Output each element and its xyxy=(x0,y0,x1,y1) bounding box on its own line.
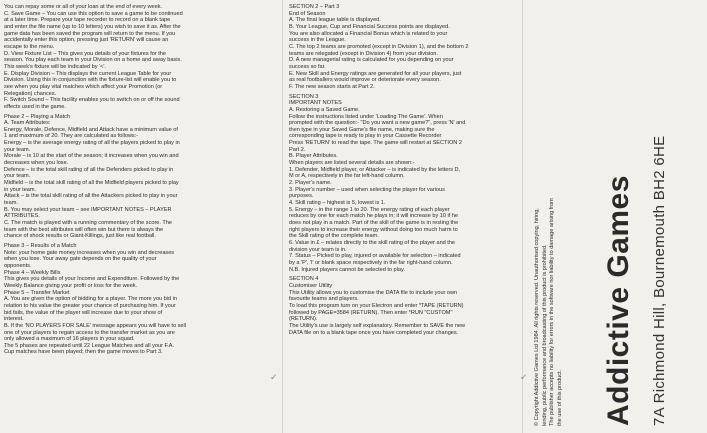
text-line: in your team. xyxy=(4,186,37,193)
text-line: success so far. xyxy=(289,63,326,70)
text-line: success in the League. xyxy=(289,37,346,44)
text-line: Midfield – is the total skill rating of all the Midfield players picked to play xyxy=(4,180,179,187)
text-line: Weekly Balance giving your profit or loss for the week. xyxy=(4,282,138,289)
text-line: You are also allocated a Financial Bonus which is related to your xyxy=(289,30,448,37)
brand-name: Addictive Games xyxy=(602,175,635,426)
text-line: and enter the file name (up to 10 letters) you wish to save it as. After the xyxy=(4,23,181,30)
text-line: relation to his value the greater your chance of purchasing him. If your xyxy=(4,302,176,309)
copyright-line: The publisher accepts no liability for errors in the software nor liability to damage arising from xyxy=(549,198,555,426)
text-line: IMPORTANT NOTES xyxy=(289,100,342,107)
text-line: Division. Using this in conjunction with the fixture-list will enable you to xyxy=(4,77,177,84)
text-line: followed by PAGE=3584 (RETURN). Then enter *RUN "CUSTOM" xyxy=(289,309,453,316)
text-line: Customiser Utility xyxy=(289,282,333,289)
text-line: Phase 3 – Results of a Match xyxy=(4,242,77,249)
text-line: Phase 2 – Playing a Match xyxy=(4,113,71,120)
text-line: M or A, respectively in the far left-hand column. xyxy=(289,173,405,180)
text-line: A. The final league table is displayed. xyxy=(289,17,381,24)
publisher-address: 7A Richmond Hill, Bournemouth BH2 6HE xyxy=(651,135,668,426)
text-line: 2. Player's name. xyxy=(289,180,332,187)
text-line: The Utility's use is largely self explanatory. Remember to SAVE the new xyxy=(289,322,466,329)
text-line: at a later time. Prepare your tape recorder to record on a blank tape xyxy=(4,17,171,24)
text-line: prompted with the question:- "Do you want a new game?", press 'N' and xyxy=(289,120,466,127)
text-line: Morale – is 10 at the start of the season; it increases when you win and xyxy=(4,153,179,160)
text-line: Energy, Morale, Defence, Midfield and Attack have a minimum value of xyxy=(4,126,178,133)
copyright-line: lending, public performance and broadcasting of this product is prohibited. xyxy=(541,244,548,426)
text-line: reduces by one for each match he plays in; it will increase by 10 if he xyxy=(289,213,458,220)
text-line: then type in your Saved Game's file name, making sure the xyxy=(289,126,435,133)
text-line: Follow the instructions listed under 'Loading The Game'. When xyxy=(289,113,443,120)
text-line: SECTION 4 xyxy=(289,276,319,283)
text-line: Cup matches have been played; then the game moves to Part 3. xyxy=(4,349,163,356)
text-line: When players are listed several details are shown:- xyxy=(289,160,415,167)
text-line: This Utility allows you to customise the DATA file to include your own xyxy=(289,289,458,296)
text-line: when you lose. Your away gate depends on the quality of your xyxy=(4,256,157,263)
text-line: bid fails, the value of the player will increase due to your show of xyxy=(4,309,163,316)
text-line: as real footballers would improve or deteriorate every season. xyxy=(289,77,441,84)
text-line: accidentally enter this option, pressing just 'RETURN' will cause an xyxy=(4,37,169,44)
text-line: B. You may select your team – see IMPORTANT NOTES – PLAYER xyxy=(4,206,172,213)
text-line: 1. Defender, Midfield player, or Attacker – is indicated by the letters D, xyxy=(289,166,461,173)
text-line: Press 'RETURN' to read the tape. The game will restart at SECTION 2 xyxy=(289,140,462,147)
text-line: Relegation) chances. xyxy=(4,90,57,97)
text-line: This week's fixture will be indicated by '<'. xyxy=(4,63,106,70)
text-line: ATTRIBUTES. xyxy=(4,213,40,220)
text-line: SECTION 3 xyxy=(289,93,319,100)
text-line: To load this program turn on your Electron and enter *TAPE (RETURN) xyxy=(289,302,464,309)
text-line: 6. Value in £ – relates directly to the skill rating of the player and the xyxy=(289,239,456,246)
text-line: does not play in a match. Part of the skill of the game is in resting the xyxy=(289,220,459,226)
text-line: (RETURN). xyxy=(289,316,318,323)
text-line: Energy – is the average energy rating of all the players picked to play in xyxy=(4,140,180,147)
text-line: DATA file on to a blank tape once you have completed your changes. xyxy=(289,329,459,336)
text-line: effects used in the game. xyxy=(4,103,66,110)
check-mark-icon: ✓ xyxy=(520,372,528,382)
left-column xyxy=(4,4,276,429)
text-line: D. View Fixture List – This gives you details of your fixtures for the xyxy=(4,50,166,57)
copyright-line: the use of this product. xyxy=(556,369,563,426)
text-line: team. xyxy=(4,200,18,207)
text-line: 3. Player's number – used when selecting the player for various xyxy=(289,186,445,193)
text-line: C. The top 2 teams are promoted (except in Division 1), and the bottom 2 xyxy=(289,43,469,50)
text-line: 4. Skill rating – highest is 5, lowest is 1. xyxy=(289,200,386,207)
text-line: F. The new season starts at Part 2. xyxy=(289,83,375,90)
text-line: game data has been saved the program will return to the menu. If you xyxy=(4,30,176,37)
text-line: your team. xyxy=(4,146,31,153)
copyright-line: © Copyright Addictive Games Ltd 1984. All rights reserved. Unauthorised copying, hiring, xyxy=(534,208,540,426)
text-line: decreases when you lose. xyxy=(4,160,69,167)
text-line: A. Restoring a Saved Game. xyxy=(289,106,360,113)
text-line: teams are relegated (except in Division 4) from your division. xyxy=(289,50,438,57)
text-line: N.B. Injured players cannot be selected to play. xyxy=(289,266,405,273)
text-line: escape to the menu. xyxy=(4,43,55,50)
text-line: 1 and maximum of 20. They are calculated as follows:- xyxy=(4,133,139,140)
text-line: C. Save Game – You can use this option to save a game to be continued xyxy=(4,10,183,17)
check-mark-icon: ✓ xyxy=(270,372,278,382)
text-line: opponents. xyxy=(4,262,32,269)
text-line: Attack – is the total skill rating of all the Attackers picked to play in your xyxy=(4,193,178,200)
text-line: right players to increase their energy without doing too much harm to xyxy=(289,226,458,233)
text-line: End of Season xyxy=(289,10,326,17)
text-line: A. You are given the option of bidding for a player. The more you bid in xyxy=(4,296,177,303)
text-line: E. New Skill and Energy ratings are generated for all your players, just xyxy=(289,70,462,77)
text-line: B. Player Attributes. xyxy=(289,153,338,160)
text-line: division your team is in. xyxy=(289,246,347,253)
text-line: the Skill rating of the complete team. xyxy=(289,233,379,240)
middle-column xyxy=(289,4,521,429)
text-line: team with the best attributes will often win but there is always the xyxy=(4,226,164,233)
text-line: B. Your League, Cup and Financial Success points are displayed. xyxy=(289,23,450,30)
text-line: The 5 phases are repeated until 22 League Matches and all your F.A. xyxy=(4,342,175,349)
fold-line-right xyxy=(522,0,523,433)
text-line: C. The match is played with a running commentary of the score. The xyxy=(4,220,172,226)
text-line: corresponding tape is ready to play in your Cassette Recorder xyxy=(289,133,442,140)
text-line: Part 2. xyxy=(289,146,306,153)
text-line: 7. Status – Picked to play, injured or available for selection – indicated xyxy=(289,253,461,260)
fold-line-left xyxy=(282,0,283,433)
copyright-notice xyxy=(534,6,564,426)
text-line: your team. xyxy=(4,173,31,180)
text-line: favourite teams and players. xyxy=(289,296,359,303)
text-line: interest. xyxy=(4,316,24,323)
text-line: SECTION 2 – Part 3 xyxy=(289,4,340,10)
text-line: see when you play vital matches which affect your Promotion (or xyxy=(4,83,163,90)
text-line: purposes. xyxy=(289,193,314,200)
text-line: Phase 5 – Transfer Market xyxy=(4,289,70,296)
text-line: You can repay some or all of your loan at the end of every week. xyxy=(4,4,163,10)
text-line: E. Display Division – This displays the current League Table for your xyxy=(4,70,172,77)
text-line: A. Team Attributes: xyxy=(4,120,51,127)
text-line: B. If the 'NO PLAYERS FOR SALE' message appears you will have to sell xyxy=(4,322,186,329)
text-line: Defence – is the total skill rating of all the Defenders picked to play in xyxy=(4,166,174,173)
text-line: one of your players to regain access to the transfer market as you are xyxy=(4,329,175,336)
text-line: D. A new managerial rating is calculated for you depending on your xyxy=(289,57,454,64)
text-line: season. You play each team in your Division on a home and away basis. xyxy=(4,57,182,64)
text-line: 5. Energy – in the range 1 to 20. The energy rating of each player xyxy=(289,206,450,213)
text-line: only allowed a maximum of 16 players in your squad. xyxy=(4,336,135,343)
text-line: This gives you details of your Income and Expenditure. Followed by the xyxy=(4,276,180,283)
text-line: Note: your home gate money increases when you win and decreases xyxy=(4,249,175,256)
text-line: Phase 4 – Weekly Bills xyxy=(4,269,61,276)
text-line: chance of shock results or Giant-Killings, just like real football. xyxy=(4,233,156,240)
text-line: F. Switch Sound – This facility enables you to switch on or off the sound xyxy=(4,97,180,104)
text-line: by a 'P', 'I' or blank space respectively in the far right-hand column. xyxy=(289,259,453,266)
